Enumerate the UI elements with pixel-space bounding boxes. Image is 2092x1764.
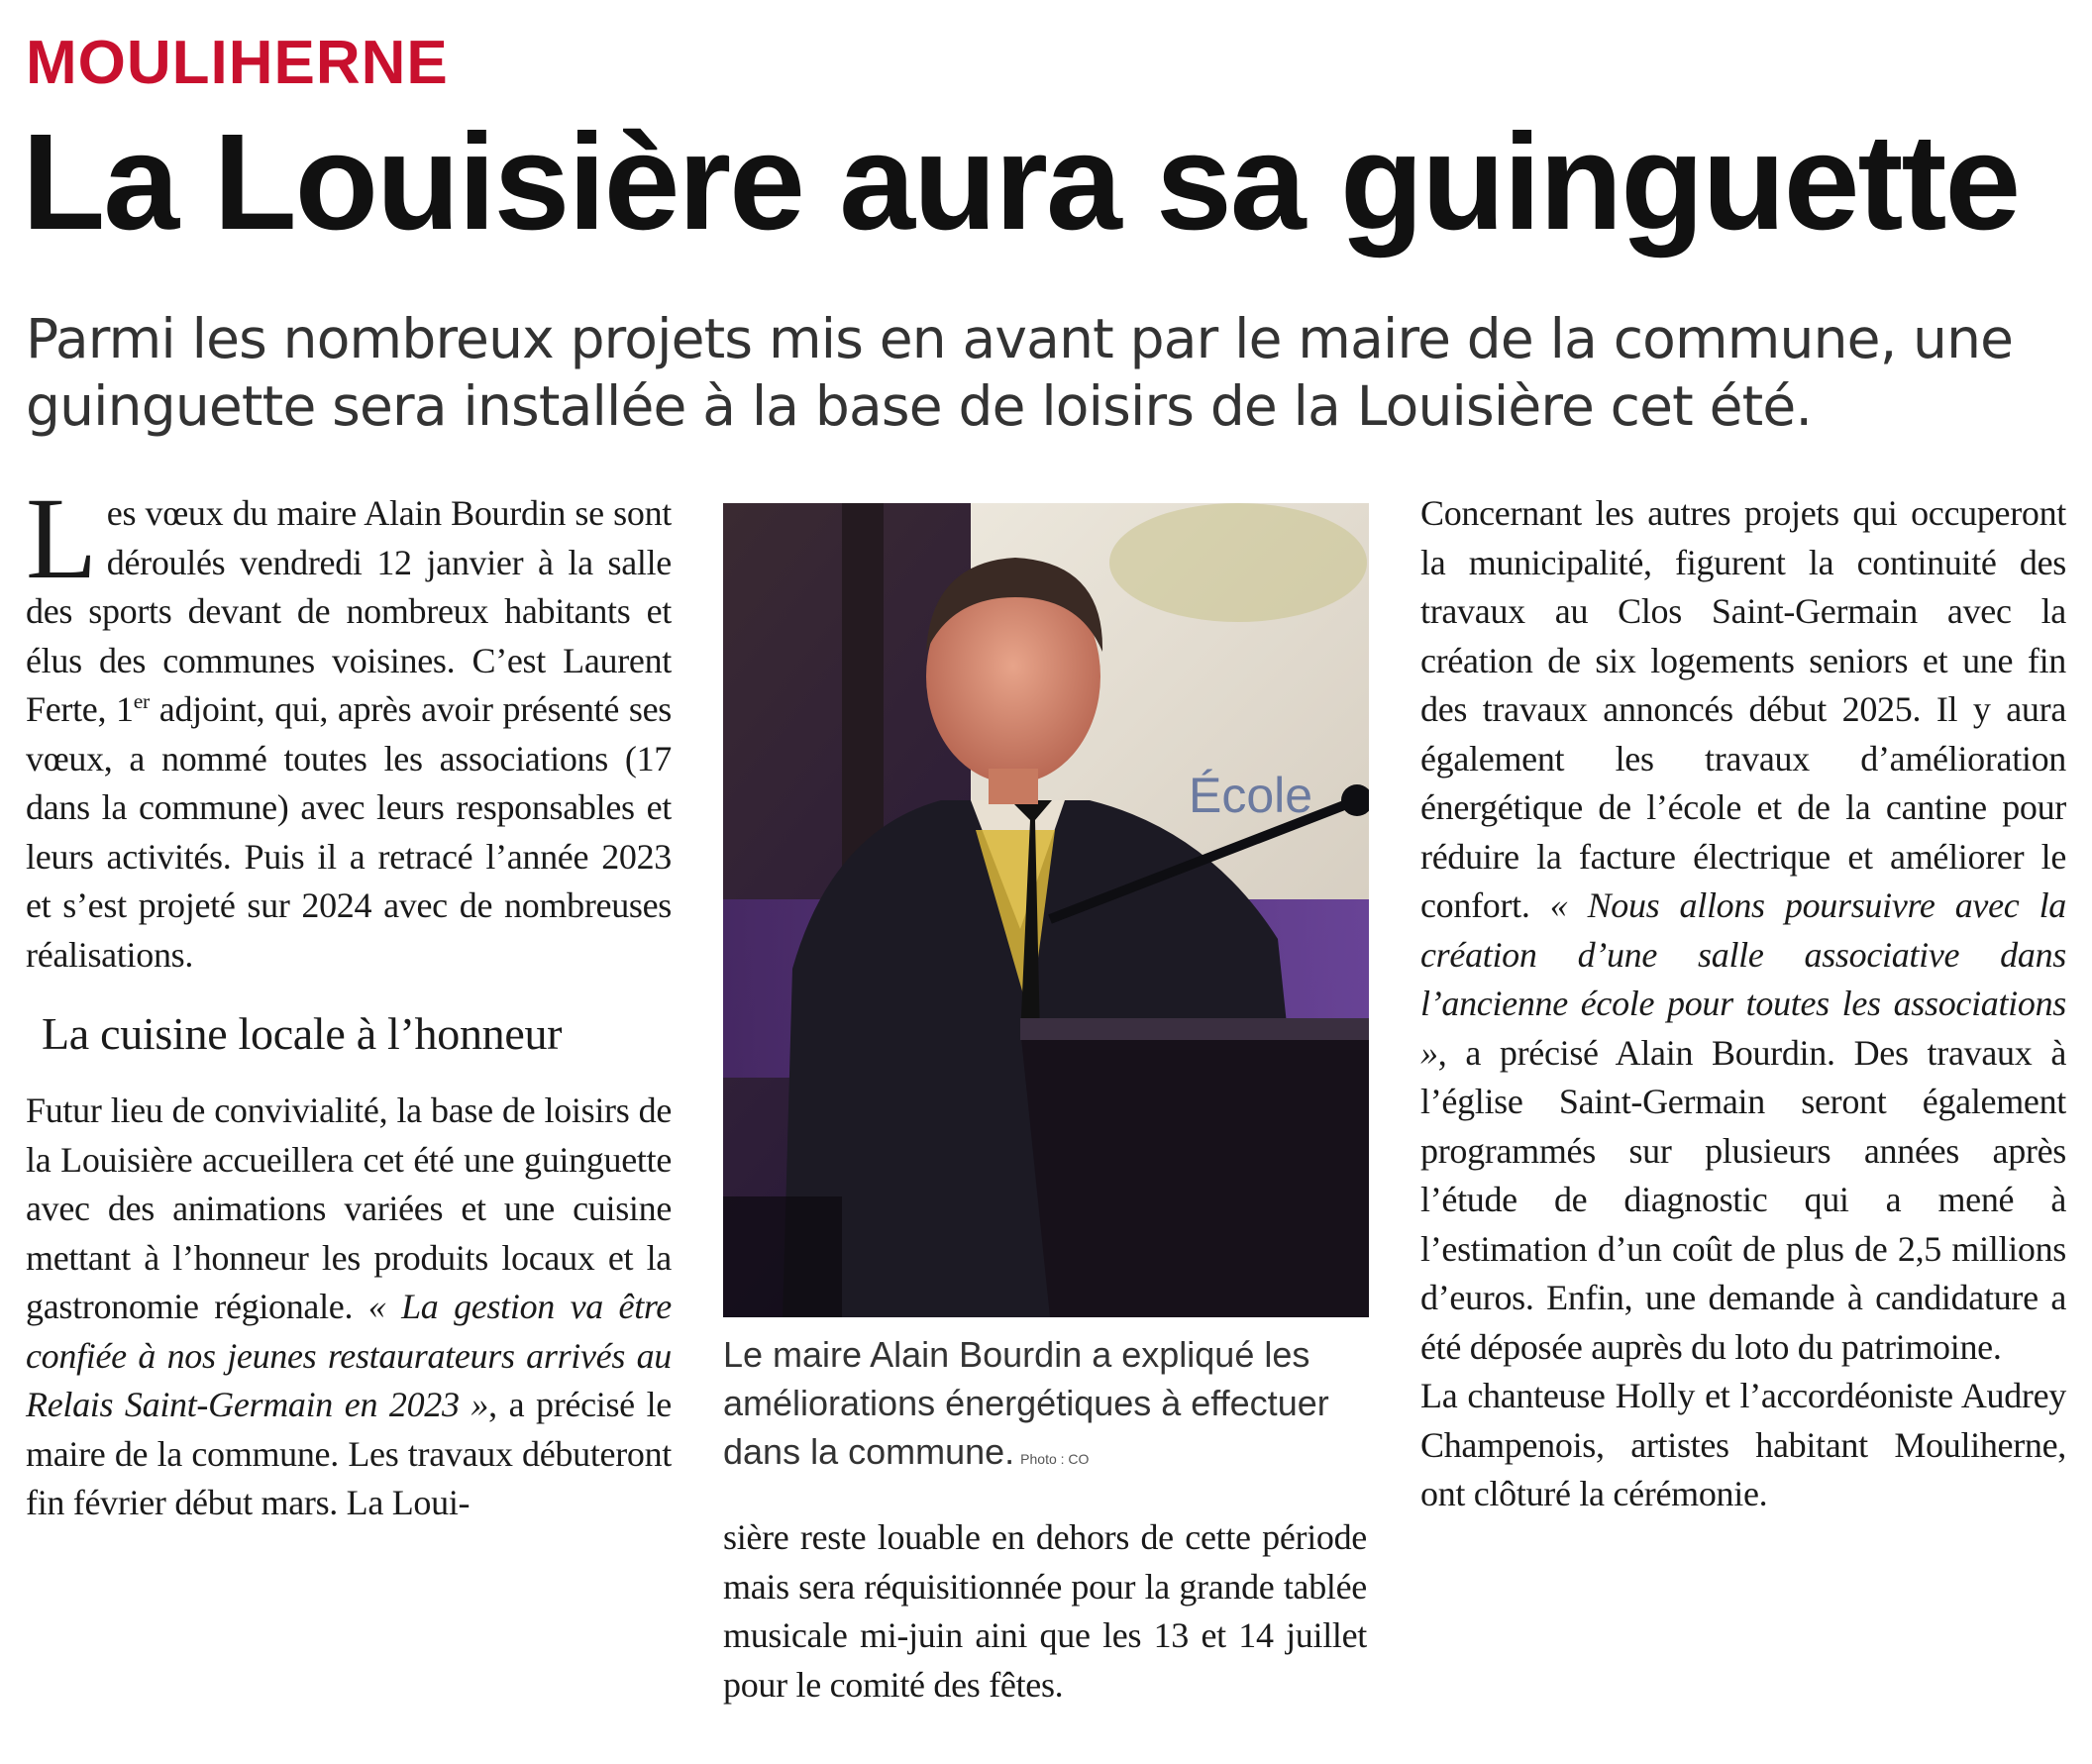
intro-text-part-1: es vœux du maire Alain Bourdin se sont déroulés vendredi 12 janvier à la salle des sports devant de nombreux habitants et élus des communes voisines. C’est Laurent Ferte, 1 bbox=[26, 493, 672, 729]
mayor-quote-associations: « Nous allons poursuivre avec la création d’une salle associative dans l’ancienne école pour toutes les associations » bbox=[1420, 885, 2066, 1073]
intro-text-part-2: adjoint, qui, après avoir présenté ses vœux, a nommé toutes les associations (17 dans la commune) avec leurs responsables et leurs activités. Puis il a retracé l’année 2023 et s’est projeté sur 2024 avec de nombreuses réalisations. bbox=[26, 689, 672, 975]
paragraph-guinguette bbox=[26, 1087, 672, 1528]
caption-text: Le maire Alain Bourdin a expliqué les améliorations énergétiques à effectuer dans la commune. bbox=[723, 1334, 1329, 1472]
photo-mayor-at-lectern bbox=[723, 503, 1369, 1317]
article-column-2 bbox=[723, 1513, 1367, 1710]
projects-text-part-1: Concernant les autres projets qui occuperont la municipalité, figurent la continuité des travaux au Clos Saint-Germain avec la création de six logements seniors et une fin des travaux annoncés début 2025. Il y aura également les travaux d’amélioration énergétique de l’école et de la cantine pour réduire la facture électrique et améliorer le confort. bbox=[1420, 493, 2066, 925]
paragraph-guinguette-continued: sière reste louable en dehors de cette période mais sera réquisitionnée pour la grande tablée musicale mi-juin aini que les 13 et 14 juillet pour le comité des fêtes. bbox=[723, 1517, 1367, 1705]
paragraph-intro bbox=[26, 473, 672, 980]
article-headline: La Louisière aura sa guinguette bbox=[22, 106, 2020, 259]
paragraph-projects bbox=[1420, 489, 2066, 1372]
projects-text-part-2: , a précisé Alain Bourdin. Des travaux à l’église Saint-Germain seront également programmés sur plusieurs années après l’étude de diagnostic qui a mené à l’estimation d’un coût de plus de 2,5 millions d’euros. Enfin, une demande à candidature a été déposée auprès du loto du patrimoine. bbox=[1420, 1032, 2066, 1367]
article-photo bbox=[723, 503, 1369, 1317]
article-column-1 bbox=[26, 473, 672, 1528]
mayor-quote-restaurateurs: « La gestion va être confiée à nos jeunes restaurateurs arrivés au Relais Saint-Germain en 2023 » bbox=[26, 1287, 672, 1424]
lectern bbox=[1020, 1018, 1369, 1317]
subheading: La cuisine locale à l’honneur bbox=[42, 1008, 563, 1059]
article-standfirst: Parmi les nombreux projets mis en avant par le maire de la commune, une guinguette sera installée à la base de loisirs de la Louisière cet été. bbox=[26, 307, 2014, 438]
section-kicker: MOULIHERNE bbox=[26, 29, 449, 97]
paragraph-closing: La chanteuse Holly et l’accordéoniste Audrey Champenois, artistes habitant Mouliherne, ont clôturé la cérémonie. bbox=[1420, 1376, 2066, 1513]
photo-credit: Photo : CO bbox=[1020, 1451, 1090, 1467]
guinguette-text-part-2: , a précisé le maire de la commune. Les travaux débuteront fin février début mars. La Loui- bbox=[26, 1385, 672, 1522]
article-column-3 bbox=[1420, 489, 2066, 1519]
guinguette-text-part-1: Futur lieu de convivialité, la base de loisirs de la Louisière accueillera cet été une guinguette avec des animations variées et une cuisine mettant à l’honneur les produits locaux et la gastronomie régionale. bbox=[26, 1090, 672, 1326]
photo-caption bbox=[723, 1330, 1377, 1484]
drop-cap: L bbox=[26, 473, 97, 603]
screen-sign-text: École bbox=[1189, 768, 1313, 823]
ordinal-superscript: er bbox=[133, 689, 150, 713]
